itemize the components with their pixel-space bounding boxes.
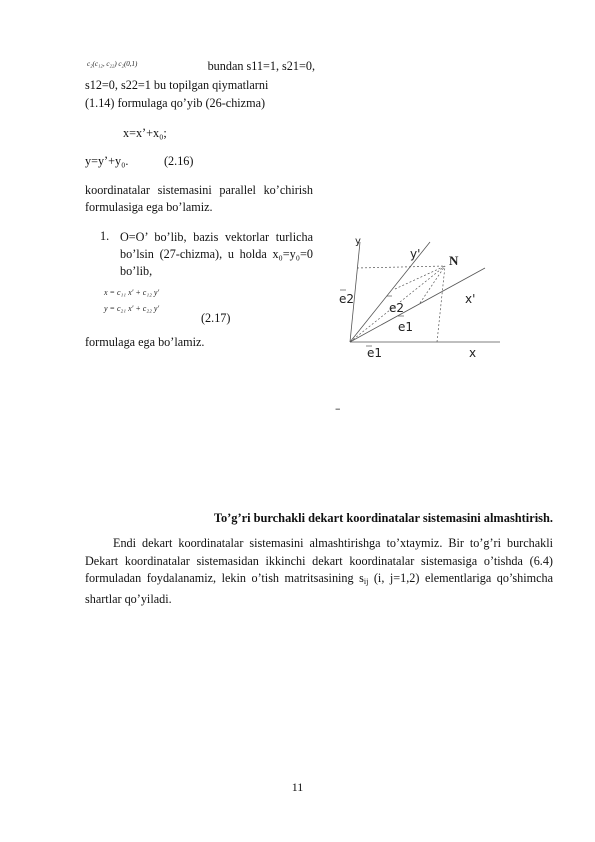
label-point-N: N	[449, 253, 459, 268]
formula-2-17-line-2: y = c₂₁ x′ + c₂₂ y′	[104, 304, 160, 313]
label-y-prime: y'	[410, 247, 421, 261]
coordinate-diagram	[330, 230, 520, 370]
section-heading: To’g’ri burchakli dekart koordinatalar sistemasini almashtirish.	[213, 511, 553, 525]
paragraph-parallel-translation: koordinatalar sistemasini parallel ko’chirish formulasiga ega bo’lamiz.	[85, 183, 313, 214]
label-x-prime: x'	[465, 292, 476, 306]
text-line-2: s12=0, s22=1 bu topilgan qiymatlarni	[85, 78, 269, 92]
projection-y-prime-dotted	[395, 266, 445, 289]
projection-y-dotted	[357, 266, 445, 268]
paragraph-result: formulaga ega bo’lamiz.	[85, 335, 205, 349]
label-e2-inner: e2	[389, 301, 405, 315]
list-item-text: O=O’ bo’lib, bazis vektorlar turlicha bo’lsin (27-chizma), u holda x₀=y₀=0 bo’lib,	[120, 230, 313, 278]
page-number: 11	[291, 780, 304, 794]
stray-mark: –	[335, 402, 341, 415]
equation-number-2-17: (2.17)	[201, 311, 231, 325]
equation-y: y=y’+y₀.	[85, 154, 129, 168]
projection-x-dotted	[437, 266, 445, 342]
text-line-1: bundan s11=1, s21=0,	[207, 59, 315, 73]
label-y: y	[355, 236, 361, 247]
equation-number-2-16: (2.16)	[164, 154, 194, 168]
label-x: x	[469, 346, 477, 360]
section-paragraph-subscript: ij	[363, 577, 369, 587]
formula-image-inline: c₂(c₁₂, c₂₂) c₂(0,1)	[87, 60, 138, 68]
list-number: 1.	[100, 229, 110, 243]
label-e1-inner: e1	[398, 320, 414, 334]
equation-x: x=x’+x₀;	[123, 126, 167, 140]
section-paragraph	[85, 535, 553, 608]
label-e2-left: e2	[339, 292, 355, 306]
text-line-3: (1.14) formulaga qo’yib (26-chizma)	[85, 96, 266, 110]
section-paragraph-end: (i, j=1,2) elementlariga qo’shimcha shartlar qo’yiladi.	[85, 571, 553, 606]
formula-2-17-line-1: x = c₁₁ x′ + c₁₂ y′	[104, 288, 160, 297]
section-paragraph-text: Endi dekart koordinatalar sistemasini almashtirishga to’xtaymiz. Bir to’g’ri burchakli Dekart koordinatalar sistemasidan ikkinchi dekart koordinatalar sistemasiga o’tishda (6.4) formuladan foydalanamiz, lekin o’tish matritsasining s	[85, 536, 553, 586]
label-e1-bottom: e1	[367, 346, 383, 360]
